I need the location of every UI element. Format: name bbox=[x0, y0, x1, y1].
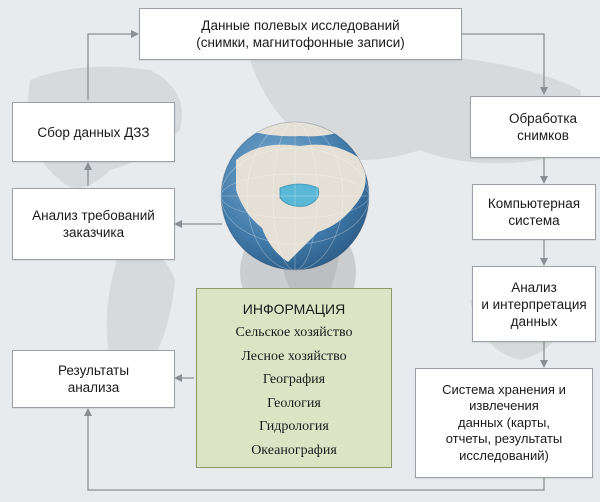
information-item: Лесное хозяйство bbox=[241, 348, 347, 364]
information-item: Океанография bbox=[251, 442, 337, 458]
information-box bbox=[196, 288, 392, 468]
information-title: ИНФОРМАЦИЯ bbox=[242, 301, 346, 317]
analysis-interpretation-box: Анализ и интерпретация данных bbox=[472, 266, 596, 342]
storage-system-box: Система хранения и извлечения данных (карты, отчеты, результаты исследований) bbox=[415, 368, 593, 478]
information-item: Геология bbox=[267, 395, 321, 411]
analysis-results-box: Результаты анализа bbox=[12, 350, 175, 408]
image-processing-box: Обработка снимков bbox=[470, 96, 600, 158]
field-data-box: Данные полевых исследований (снимки, магнитофонные записи) bbox=[139, 8, 462, 60]
information-item: Сельское хозяйство bbox=[235, 325, 353, 340]
information-item: Гидрология bbox=[259, 419, 329, 434]
client-requirements-box: Анализ требований заказчика bbox=[12, 188, 175, 260]
computer-system-box: Компьютерная система bbox=[472, 184, 596, 240]
collect-dzz-box: Сбор данных ДЗЗ bbox=[12, 102, 175, 162]
information-item: География bbox=[262, 372, 326, 387]
